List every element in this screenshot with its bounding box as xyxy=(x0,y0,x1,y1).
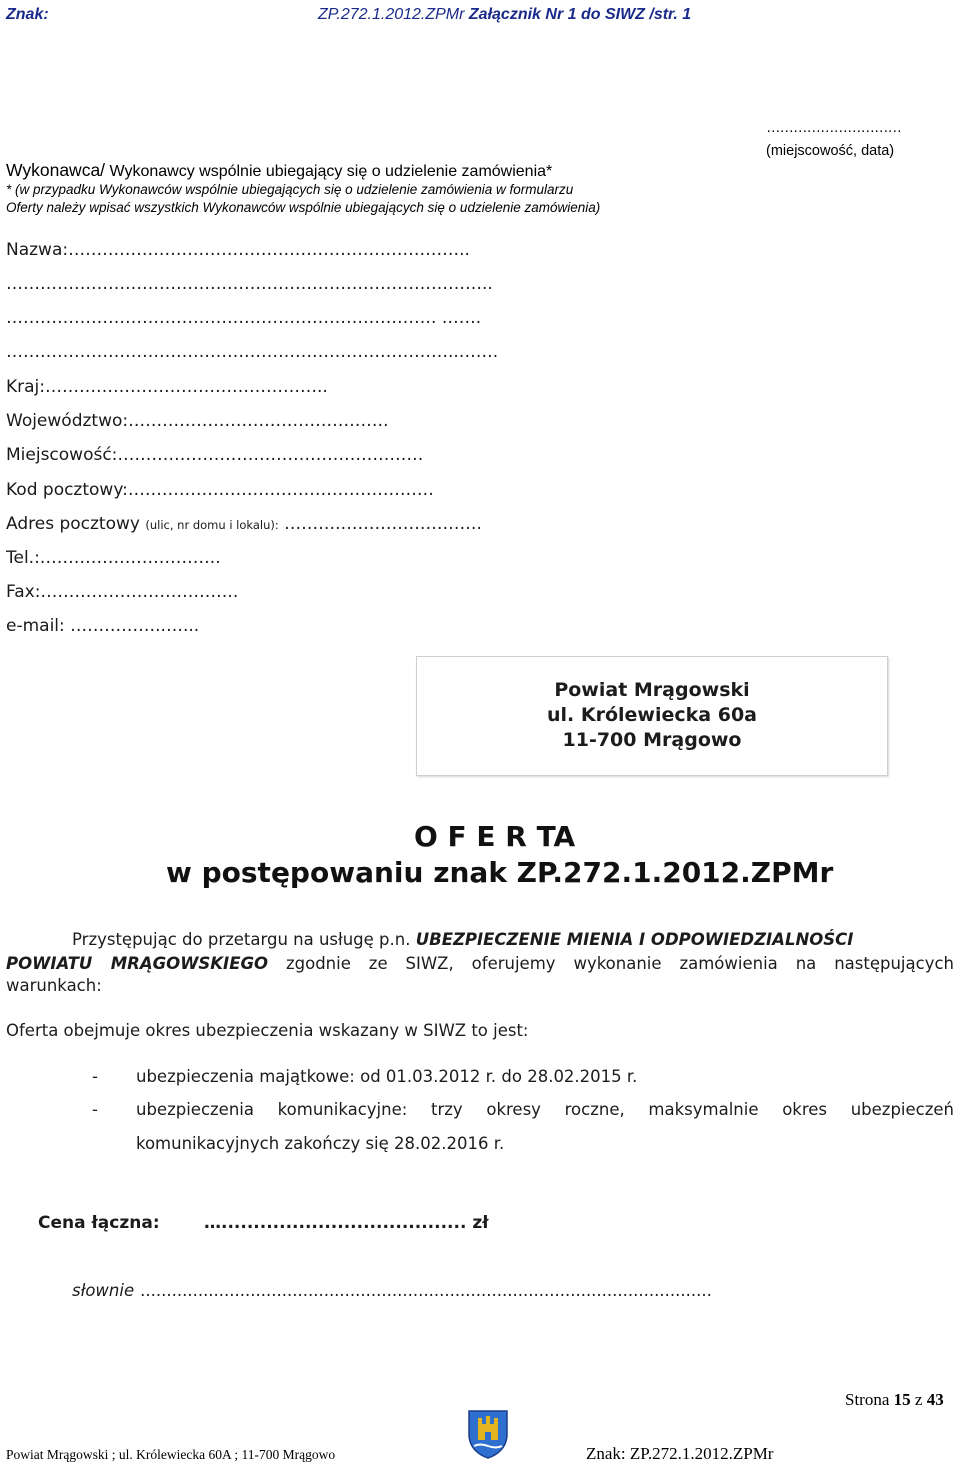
field-miejscowosc[interactable]: Miejscowość:……………………………………………… xyxy=(6,445,424,465)
addressee-line-2: ul. Królewiecka 60a xyxy=(547,704,757,726)
offer-subtitle: w postępowaniu znak ZP.272.1.2012.ZPMr xyxy=(166,856,834,889)
intro-line-2-a: POWIATU MRĄGOWSKIEGO xyxy=(6,954,269,973)
bullet-dash: - xyxy=(92,1067,98,1086)
page-mid: z xyxy=(910,1390,927,1409)
header-ref: ZP.272.1.2012.ZPMr xyxy=(318,6,465,23)
price-label: Cena łączna: xyxy=(38,1213,160,1233)
field-fax[interactable]: Fax:…………………………….. xyxy=(6,582,239,602)
addressee-line-1: Powiat Mrągowski xyxy=(554,679,750,701)
field-adres-dots: ……….……………………. xyxy=(278,514,482,534)
field-wojewodztwo[interactable]: Województwo:………………………………………. xyxy=(6,411,389,431)
field-kod-pocztowy[interactable]: Kod pocztowy:……………………………………………… xyxy=(6,480,434,500)
footer-reference: Znak: ZP.272.1.2012.ZPMr xyxy=(586,1444,774,1463)
intro-line-3: warunkach: xyxy=(6,976,102,995)
price-value[interactable]: …...................................... zł xyxy=(204,1213,489,1233)
page-current: 15 xyxy=(893,1390,911,1409)
contractor-note-2: Oferty należy wpisać wszystkich Wykonawców wspólnie ubiegających się o udzielenie zamówienia) xyxy=(6,200,601,215)
field-kraj[interactable]: Kraj:………………………………………….. xyxy=(6,377,328,397)
bullet-motor-cont: komunikacyjnych zakończy się 28.02.2016 r. xyxy=(136,1134,505,1153)
intro-line-2 xyxy=(6,954,954,973)
intro-line-1 xyxy=(72,930,853,949)
intro-line-1-a: Przystępując do przetargu na usługę p.n. xyxy=(72,930,416,949)
period-text: Oferta obejmuje okres ubezpieczenia wskazany w SIWZ to jest: xyxy=(6,1021,529,1040)
bullet-dash: - xyxy=(92,1100,98,1119)
field-tel[interactable]: Tel.:………………………….. xyxy=(6,548,221,568)
field-adres[interactable] xyxy=(6,514,482,534)
page-total: 43 xyxy=(926,1390,944,1409)
addressee-box xyxy=(416,656,888,776)
field-adres-hint: (ulic, nr domu i lokalu): xyxy=(145,518,279,532)
intro-line-1-b: UBEZPIECZENIE MIENIA I ODPOWIEDZIALNOŚCI xyxy=(415,930,854,949)
addressee-line-3: 11-700 Mrągowo xyxy=(562,729,742,751)
place-date-label: (miejscowość, data) xyxy=(766,143,895,159)
contractor-heading-b: Wykonawcy wspólnie ubiegający się o udzielenie zamówienia* xyxy=(105,163,553,180)
header-attachment: Załącznik Nr 1 do SIWZ /str. 1 xyxy=(468,6,692,23)
intro-line-2-b: zgodnie ze SIWZ, oferujemy wykonanie zamówienia na następujących xyxy=(268,954,954,973)
contractor-heading-a: Wykonawca/ xyxy=(6,160,106,180)
words-field[interactable] xyxy=(72,1281,712,1300)
field-email[interactable]: e-mail: ……………..…... xyxy=(6,616,200,636)
field-adres-label: Adres pocztowy xyxy=(6,514,146,534)
words-dots: ............................................................................................................. xyxy=(140,1281,712,1300)
page-prefix: Strona xyxy=(845,1390,894,1409)
field-nazwa-line-4[interactable]: ……………………………………………………………………..……. xyxy=(6,342,499,362)
words-label: słownie xyxy=(72,1281,135,1300)
contractor-heading xyxy=(6,160,552,181)
page-number xyxy=(845,1390,944,1410)
header-znak-label: Znak: xyxy=(6,6,49,23)
field-nazwa-line-3[interactable]: …………………………………………………………………. ……. xyxy=(6,308,482,328)
coat-of-arms-icon xyxy=(466,1408,510,1460)
place-date-dots: ………………………… xyxy=(766,120,901,136)
header-reference xyxy=(318,6,691,24)
bullet-property: ubezpieczenia majątkowe: od 01.03.2012 r. do 28.02.2015 r. xyxy=(136,1067,638,1086)
field-nazwa[interactable]: Nazwa:…………………………………………………………….. xyxy=(6,240,470,260)
field-nazwa-line-2[interactable]: ………………………………………………………………………….. xyxy=(6,274,493,294)
footer-address: Powiat Mrągowski ; ul. Królewiecka 60A ; 11-700 Mrągowo xyxy=(6,1447,336,1462)
offer-title: O F E R TA xyxy=(414,820,576,853)
bullet-motor: ubezpieczenia komunikacyjne: trzy okresy roczne, maksymalnie okres ubezpieczeń xyxy=(136,1100,954,1119)
contractor-note-1: * (w przypadku Wykonawców wspólnie ubiegających się o udzielenie zamówienia w formularzu xyxy=(6,182,574,197)
